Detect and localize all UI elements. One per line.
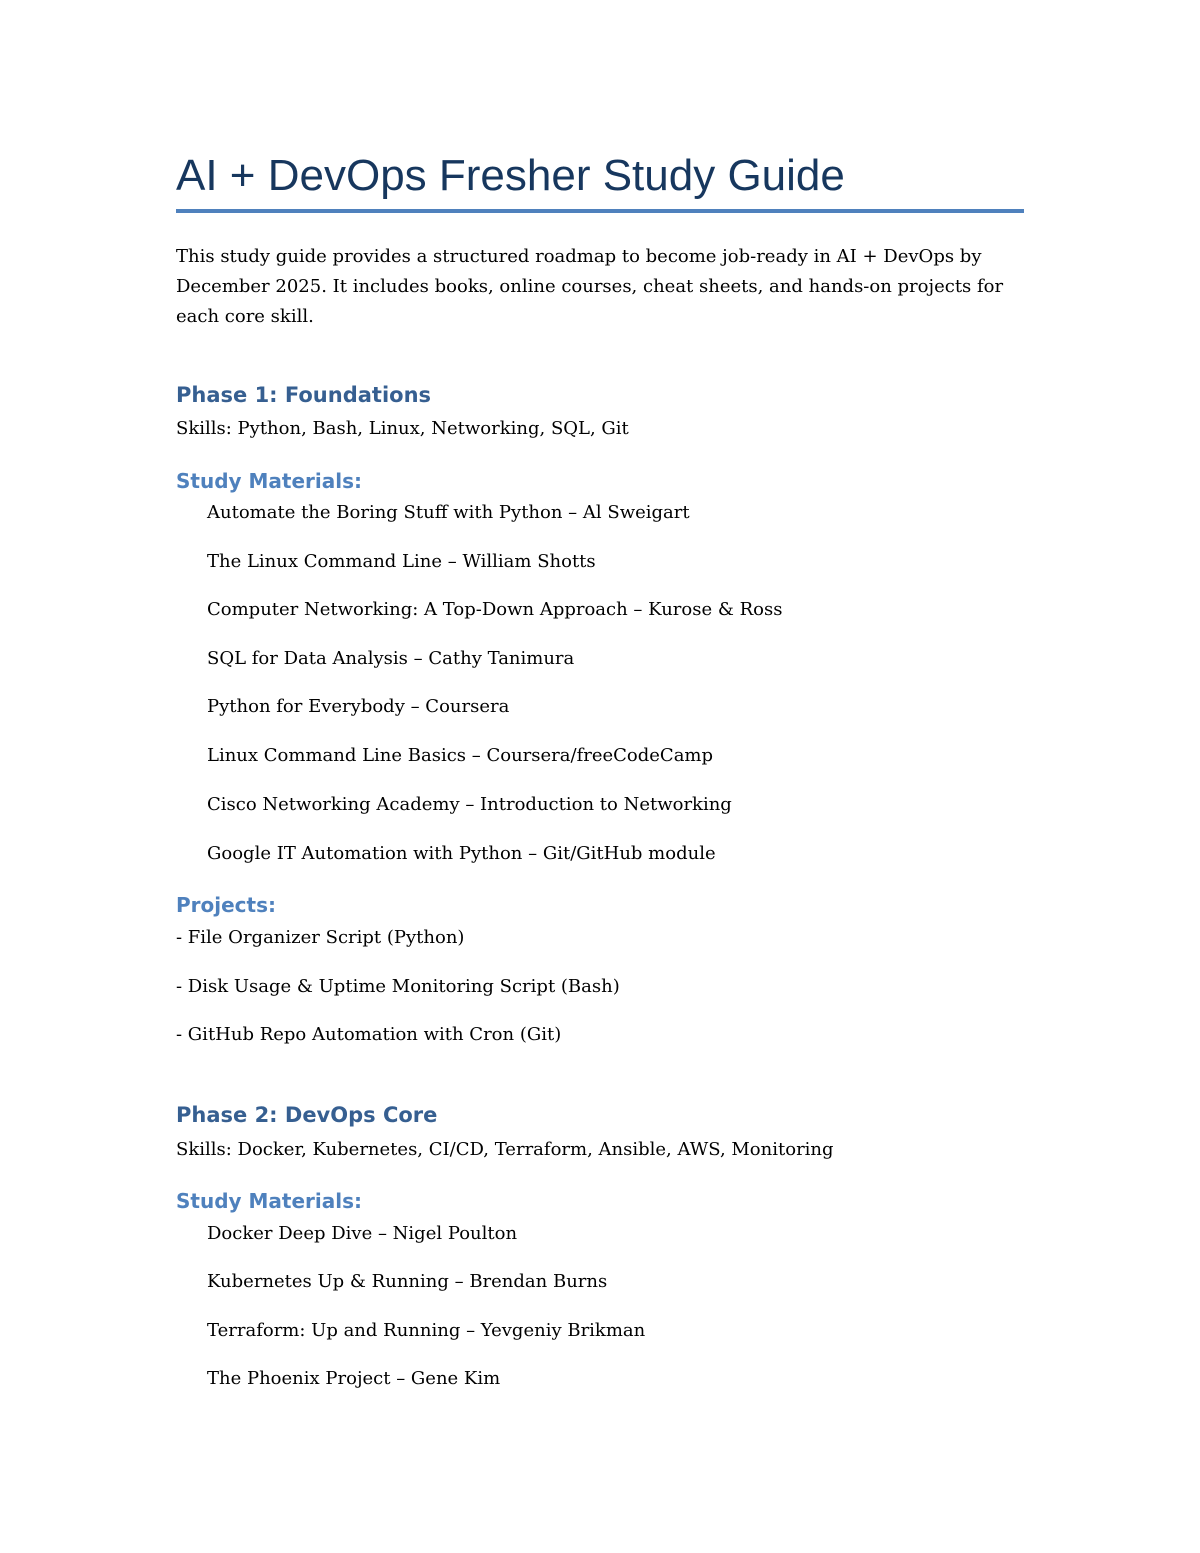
phase-2-heading: Phase 2: DevOps Core — [176, 1103, 438, 1127]
document-title: AI + DevOps Fresher Study Guide — [176, 151, 845, 200]
material-item: Google IT Automation with Python – Git/GitHub module — [207, 843, 716, 864]
intro-line: each core skill. — [176, 306, 314, 327]
material-item: The Phoenix Project – Gene Kim — [207, 1368, 501, 1389]
project-item: - File Organizer Script (Python) — [176, 927, 465, 948]
phase-1-projects-heading: Projects: — [176, 893, 276, 917]
project-item: - Disk Usage & Uptime Monitoring Script (Bash) — [176, 976, 620, 997]
phase-1-heading: Phase 1: Foundations — [176, 383, 432, 407]
material-item: Linux Command Line Basics – Coursera/freeCodeCamp — [207, 745, 714, 766]
title-underline — [176, 209, 1024, 213]
material-item: Kubernetes Up & Running – Brendan Burns — [207, 1271, 608, 1292]
material-item: Python for Everybody – Coursera — [207, 696, 510, 717]
material-item: Cisco Networking Academy – Introduction to Networking — [207, 794, 732, 815]
material-item: Docker Deep Dive – Nigel Poulton — [207, 1223, 518, 1244]
intro-line: This study guide provides a structured roadmap to become job-ready in AI + DevOps by — [176, 246, 982, 267]
phase-2-skills: Skills: Docker, Kubernetes, CI/CD, Terraform, Ansible, AWS, Monitoring — [176, 1139, 834, 1160]
phase-1-skills: Skills: Python, Bash, Linux, Networking, SQL, Git — [176, 418, 629, 439]
intro-paragraph — [176, 242, 1026, 332]
material-item: Terraform: Up and Running – Yevgeniy Brikman — [207, 1320, 646, 1341]
material-item: Automate the Boring Stuff with Python – Al Sweigart — [207, 502, 690, 523]
project-item: - GitHub Repo Automation with Cron (Git) — [176, 1024, 562, 1045]
material-item: SQL for Data Analysis – Cathy Tanimura — [207, 648, 575, 669]
phase-1-materials-heading: Study Materials: — [176, 469, 363, 493]
intro-line: December 2025. It includes books, online courses, cheat sheets, and hands-on projects for — [176, 276, 1004, 297]
material-item: Computer Networking: A Top-Down Approach – Kurose & Ross — [207, 599, 783, 620]
phase-2-materials-heading: Study Materials: — [176, 1189, 363, 1213]
material-item: The Linux Command Line – William Shotts — [207, 551, 596, 572]
